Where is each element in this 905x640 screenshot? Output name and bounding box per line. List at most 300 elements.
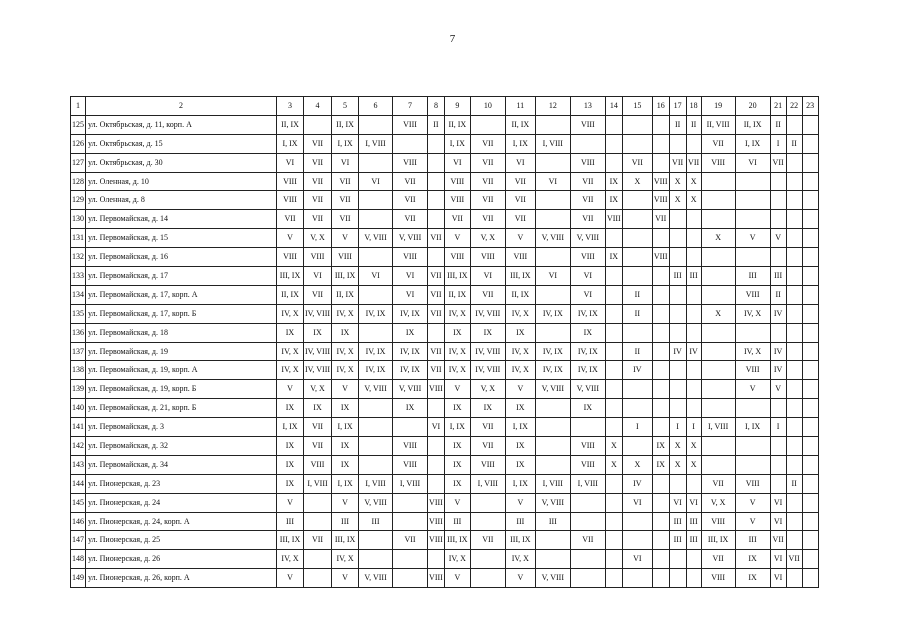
table-cell: II, IX xyxy=(505,285,535,304)
table-cell xyxy=(786,191,802,210)
table-cell xyxy=(605,512,622,531)
table-cell xyxy=(570,550,605,569)
table-cell: IX xyxy=(505,455,535,474)
table-cell xyxy=(786,153,802,172)
table-cell: V xyxy=(332,380,359,399)
table-cell xyxy=(686,399,701,418)
table-cell: IV, IX xyxy=(535,304,570,323)
table-cell: VIII xyxy=(652,191,669,210)
table-cell xyxy=(605,153,622,172)
table-row xyxy=(71,172,819,191)
table-cell: I, VIII xyxy=(535,134,570,153)
table-cell: I, IX xyxy=(332,418,359,437)
table-cell: IX xyxy=(505,399,535,418)
table-cell: I xyxy=(770,134,786,153)
address-cell: ул. Первомайская, д. 16 xyxy=(86,248,277,267)
table-cell: VI xyxy=(622,493,652,512)
table-cell: VII xyxy=(570,531,605,550)
row-number: 141 xyxy=(71,418,86,437)
table-cell: II xyxy=(770,285,786,304)
table-row xyxy=(71,153,819,172)
column-header: 8 xyxy=(428,97,445,116)
table-cell: VI xyxy=(570,285,605,304)
table-row xyxy=(71,323,819,342)
table-cell: I xyxy=(622,418,652,437)
table-cell: III, IX xyxy=(444,267,470,286)
column-header: 6 xyxy=(359,97,393,116)
table-cell xyxy=(669,380,686,399)
table-cell: VIII xyxy=(393,437,428,456)
table-cell: X xyxy=(622,455,652,474)
table-cell: VIII xyxy=(701,153,735,172)
column-header: 13 xyxy=(570,97,605,116)
row-number: 146 xyxy=(71,512,86,531)
table-cell: II, IX xyxy=(332,115,359,134)
row-number: 138 xyxy=(71,361,86,380)
table-cell xyxy=(770,323,786,342)
table-cell xyxy=(622,323,652,342)
table-cell: IX xyxy=(332,437,359,456)
table-cell: VI xyxy=(359,267,393,286)
table-cell xyxy=(359,550,393,569)
table-row xyxy=(71,248,819,267)
table-cell: V xyxy=(444,493,470,512)
table-cell: IV xyxy=(669,342,686,361)
table-cell: IX xyxy=(444,437,470,456)
table-cell: VIII xyxy=(428,569,445,588)
table-cell: X xyxy=(669,191,686,210)
table-cell xyxy=(669,361,686,380)
table-cell xyxy=(686,134,701,153)
table-cell xyxy=(605,229,622,248)
table-cell: I, IX xyxy=(277,134,304,153)
table-cell: VIII xyxy=(570,248,605,267)
table-cell xyxy=(786,115,802,134)
column-header: 18 xyxy=(686,97,701,116)
table-cell xyxy=(470,493,505,512)
table-cell: IX xyxy=(304,323,332,342)
table-cell: IV, IX xyxy=(393,342,428,361)
table-cell: IV xyxy=(622,361,652,380)
table-cell xyxy=(669,323,686,342)
table-cell xyxy=(786,342,802,361)
table-cell: X xyxy=(669,437,686,456)
address-cell: ул. Первомайская, д. 17, корп. А xyxy=(86,285,277,304)
table-cell xyxy=(669,285,686,304)
table-cell: V, X xyxy=(470,229,505,248)
address-cell: ул. Пионерская, д. 26, корп. А xyxy=(86,569,277,588)
table-cell xyxy=(802,455,818,474)
table-cell xyxy=(701,210,735,229)
table-cell: V xyxy=(735,512,770,531)
table-cell xyxy=(622,399,652,418)
table-cell xyxy=(304,550,332,569)
table-cell xyxy=(393,550,428,569)
table-cell xyxy=(359,418,393,437)
address-cell: ул. Пионерская, д. 25 xyxy=(86,531,277,550)
table-cell: III xyxy=(332,512,359,531)
table-cell xyxy=(622,134,652,153)
address-cell: ул. Пионерская, д. 26 xyxy=(86,550,277,569)
table-cell xyxy=(735,323,770,342)
table-cell xyxy=(802,342,818,361)
table-cell xyxy=(786,418,802,437)
table-cell: X xyxy=(686,191,701,210)
table-cell xyxy=(428,134,445,153)
table-cell xyxy=(786,437,802,456)
row-number: 130 xyxy=(71,210,86,229)
column-header: 7 xyxy=(393,97,428,116)
table-cell xyxy=(304,493,332,512)
table-cell: IV, X xyxy=(735,342,770,361)
table-cell: III, IX xyxy=(332,531,359,550)
table-cell xyxy=(770,399,786,418)
table-cell xyxy=(802,418,818,437)
table-cell xyxy=(605,474,622,493)
table-cell xyxy=(735,210,770,229)
address-cell: ул. Первомайская, д. 34 xyxy=(86,455,277,474)
table-cell xyxy=(802,153,818,172)
table-cell xyxy=(605,323,622,342)
table-cell: IV xyxy=(770,304,786,323)
table-cell: III xyxy=(669,267,686,286)
table-cell: VI xyxy=(770,550,786,569)
table-cell: VI xyxy=(770,493,786,512)
table-cell: IV, X xyxy=(505,342,535,361)
table-cell: IV xyxy=(770,361,786,380)
table-cell: VII xyxy=(470,172,505,191)
table-cell xyxy=(802,361,818,380)
column-header: 1 xyxy=(71,97,86,116)
row-number: 137 xyxy=(71,342,86,361)
table-cell xyxy=(652,229,669,248)
table-cell: VIII xyxy=(735,361,770,380)
table-cell: IV, IX xyxy=(570,361,605,380)
table-cell xyxy=(470,569,505,588)
table-cell xyxy=(652,267,669,286)
table-cell: VII xyxy=(428,304,445,323)
table-row xyxy=(71,437,819,456)
table-cell: X xyxy=(686,437,701,456)
table-cell xyxy=(605,493,622,512)
table-cell xyxy=(605,380,622,399)
table-cell: VII xyxy=(770,531,786,550)
table-cell xyxy=(802,474,818,493)
table-cell xyxy=(570,418,605,437)
address-cell: ул. Первомайская, д. 19, корп. А xyxy=(86,361,277,380)
table-cell xyxy=(652,380,669,399)
address-cell: ул. Первомайская, д. 32 xyxy=(86,437,277,456)
table-cell: III, IX xyxy=(444,531,470,550)
table-cell xyxy=(393,134,428,153)
table-cell xyxy=(428,437,445,456)
table-row xyxy=(71,399,819,418)
table-cell xyxy=(359,437,393,456)
table-cell: X xyxy=(605,455,622,474)
column-header: 10 xyxy=(470,97,505,116)
row-number: 133 xyxy=(71,267,86,286)
table-row xyxy=(71,304,819,323)
row-number: 147 xyxy=(71,531,86,550)
table-cell: VII xyxy=(701,474,735,493)
table-cell: II xyxy=(786,134,802,153)
row-number: 125 xyxy=(71,115,86,134)
table-cell: VIII xyxy=(277,248,304,267)
table-cell xyxy=(359,323,393,342)
table-cell: I xyxy=(770,418,786,437)
table-cell xyxy=(605,418,622,437)
table-cell: V, X xyxy=(304,229,332,248)
table-cell xyxy=(622,531,652,550)
table-cell: IX xyxy=(735,550,770,569)
table-cell xyxy=(622,210,652,229)
table-cell xyxy=(652,493,669,512)
table-cell xyxy=(652,323,669,342)
table-cell xyxy=(669,134,686,153)
table-cell xyxy=(304,512,332,531)
table-cell: VIII xyxy=(570,437,605,456)
table-cell: III xyxy=(735,267,770,286)
table-cell xyxy=(652,531,669,550)
table-cell: VIII xyxy=(505,248,535,267)
table-cell: IX xyxy=(505,437,535,456)
column-header: 19 xyxy=(701,97,735,116)
table-cell xyxy=(393,493,428,512)
table-cell xyxy=(535,191,570,210)
table-cell: VII xyxy=(770,153,786,172)
table-cell xyxy=(652,550,669,569)
table-cell: VII xyxy=(505,191,535,210)
table-cell xyxy=(359,210,393,229)
table-cell: VII xyxy=(332,191,359,210)
table-cell: I, IX xyxy=(505,418,535,437)
table-cell: I, IX xyxy=(505,134,535,153)
table-cell xyxy=(686,323,701,342)
table-cell: VII xyxy=(304,531,332,550)
table-cell: VII xyxy=(304,210,332,229)
table-cell: IX xyxy=(393,323,428,342)
table-cell xyxy=(735,172,770,191)
table-cell: III, IX xyxy=(701,531,735,550)
table-cell xyxy=(605,342,622,361)
table-cell: VI xyxy=(535,172,570,191)
table-cell xyxy=(605,361,622,380)
table-cell xyxy=(669,210,686,229)
table-cell xyxy=(570,134,605,153)
table-cell: I, VIII xyxy=(701,418,735,437)
table-cell: VII xyxy=(304,191,332,210)
table-cell: I, VIII xyxy=(470,474,505,493)
table-row xyxy=(71,380,819,399)
table-cell: IV, IX xyxy=(535,342,570,361)
table-cell: V xyxy=(505,380,535,399)
table-cell xyxy=(802,569,818,588)
column-header: 4 xyxy=(304,97,332,116)
table-cell xyxy=(652,115,669,134)
table-cell: VII xyxy=(304,418,332,437)
table-cell: III xyxy=(770,267,786,286)
table-cell: VII xyxy=(304,153,332,172)
table-cell: I, VIII xyxy=(570,474,605,493)
table-row xyxy=(71,191,819,210)
table-cell: VII xyxy=(570,191,605,210)
table-cell: VIII xyxy=(605,210,622,229)
table-cell: V, VIII xyxy=(359,229,393,248)
row-number: 128 xyxy=(71,172,86,191)
table-row xyxy=(71,493,819,512)
table-cell: IV xyxy=(770,342,786,361)
column-header: 17 xyxy=(669,97,686,116)
table-cell: IV, VIII xyxy=(470,304,505,323)
table-cell: V, VIII xyxy=(393,229,428,248)
table-cell: VIII xyxy=(444,191,470,210)
table-cell: IV, VIII xyxy=(470,361,505,380)
table-cell: VIII xyxy=(701,569,735,588)
table-cell: VIII xyxy=(652,172,669,191)
table-cell xyxy=(770,210,786,229)
table-cell: VIII xyxy=(444,172,470,191)
table-cell: VIII xyxy=(304,248,332,267)
table-cell: IV, IX xyxy=(359,361,393,380)
table-cell: VII xyxy=(470,153,505,172)
table-cell: IV, X xyxy=(444,361,470,380)
table-cell: V xyxy=(735,493,770,512)
address-cell: ул. Оленная, д. 8 xyxy=(86,191,277,210)
table-cell xyxy=(786,248,802,267)
table-cell: IX xyxy=(277,474,304,493)
table-cell xyxy=(535,153,570,172)
table-cell: V, VIII xyxy=(570,380,605,399)
table-cell: VII xyxy=(470,210,505,229)
table-cell: VII xyxy=(428,361,445,380)
page-number: 7 xyxy=(449,33,456,45)
row-number: 140 xyxy=(71,399,86,418)
table-cell: VIII xyxy=(393,248,428,267)
table-cell xyxy=(669,229,686,248)
table-body xyxy=(71,97,819,588)
table-cell xyxy=(701,191,735,210)
table-cell: IV, VIII xyxy=(304,304,332,323)
table-cell: VII xyxy=(304,172,332,191)
table-cell xyxy=(786,361,802,380)
table-row xyxy=(71,550,819,569)
table-cell xyxy=(652,153,669,172)
table-cell xyxy=(802,172,818,191)
table-cell: X xyxy=(701,229,735,248)
table-cell xyxy=(652,418,669,437)
table-cell xyxy=(786,229,802,248)
table-cell: VI xyxy=(277,153,304,172)
table-cell xyxy=(359,455,393,474)
address-cell: ул. Октябрьская, д. 15 xyxy=(86,134,277,153)
table-cell: I, IX xyxy=(332,474,359,493)
table-cell: VI xyxy=(393,267,428,286)
table-cell xyxy=(701,361,735,380)
table-cell: X xyxy=(605,437,622,456)
table-cell xyxy=(428,153,445,172)
table-cell: IV, X xyxy=(444,550,470,569)
table-cell: IX xyxy=(470,323,505,342)
table-cell: VII xyxy=(701,134,735,153)
table-cell xyxy=(735,248,770,267)
table-cell: X xyxy=(669,172,686,191)
table-cell: VIII xyxy=(428,493,445,512)
table-cell: III xyxy=(359,512,393,531)
table-cell: III, IX xyxy=(332,267,359,286)
table-cell: VIII xyxy=(277,191,304,210)
table-cell: VI xyxy=(622,550,652,569)
table-cell: VIII xyxy=(735,285,770,304)
table-cell: II xyxy=(686,115,701,134)
address-cell: ул. Первомайская, д. 3 xyxy=(86,418,277,437)
table-cell: III xyxy=(686,267,701,286)
table-cell: V, VIII xyxy=(535,380,570,399)
address-cell: ул. Первомайская, д. 19 xyxy=(86,342,277,361)
table-cell xyxy=(802,550,818,569)
column-header: 21 xyxy=(770,97,786,116)
table-cell xyxy=(652,399,669,418)
table-cell: VIII xyxy=(701,512,735,531)
table-cell xyxy=(786,285,802,304)
table-cell xyxy=(605,569,622,588)
table-cell: III, IX xyxy=(505,531,535,550)
table-cell: IV, VIII xyxy=(304,342,332,361)
table-cell xyxy=(428,210,445,229)
table-cell: I, IX xyxy=(735,134,770,153)
table-cell: IV xyxy=(686,342,701,361)
table-cell xyxy=(605,285,622,304)
table-cell xyxy=(605,134,622,153)
address-cell: ул. Первомайская, д. 17, корп. Б xyxy=(86,304,277,323)
table-cell xyxy=(428,455,445,474)
table-cell: VII xyxy=(393,210,428,229)
table-cell xyxy=(786,512,802,531)
table-cell xyxy=(652,361,669,380)
table-cell: VII xyxy=(622,153,652,172)
table-row xyxy=(71,267,819,286)
table-cell xyxy=(669,474,686,493)
table-cell xyxy=(735,191,770,210)
table-cell: IX xyxy=(605,248,622,267)
table-cell: VI xyxy=(428,418,445,437)
table-cell: IX xyxy=(444,474,470,493)
table-cell xyxy=(701,437,735,456)
row-number: 143 xyxy=(71,455,86,474)
table-cell: VII xyxy=(470,437,505,456)
table-cell: VI xyxy=(686,493,701,512)
table-cell xyxy=(786,172,802,191)
row-number: 136 xyxy=(71,323,86,342)
table-cell xyxy=(735,399,770,418)
table-cell: VII xyxy=(277,210,304,229)
table-cell: I, IX xyxy=(444,418,470,437)
table-cell: V xyxy=(735,380,770,399)
table-cell xyxy=(304,115,332,134)
table-cell: IV, VIII xyxy=(470,342,505,361)
table-cell: IV, X xyxy=(444,304,470,323)
table-cell xyxy=(652,342,669,361)
table-cell: IX xyxy=(470,399,505,418)
column-header: 5 xyxy=(332,97,359,116)
table-row xyxy=(71,455,819,474)
table-cell: V xyxy=(770,380,786,399)
table-cell xyxy=(470,512,505,531)
table-cell: V xyxy=(277,229,304,248)
table-cell: VIII xyxy=(428,512,445,531)
table-cell: VIII xyxy=(735,474,770,493)
table-cell: IX xyxy=(304,399,332,418)
table-cell: VIII xyxy=(393,455,428,474)
